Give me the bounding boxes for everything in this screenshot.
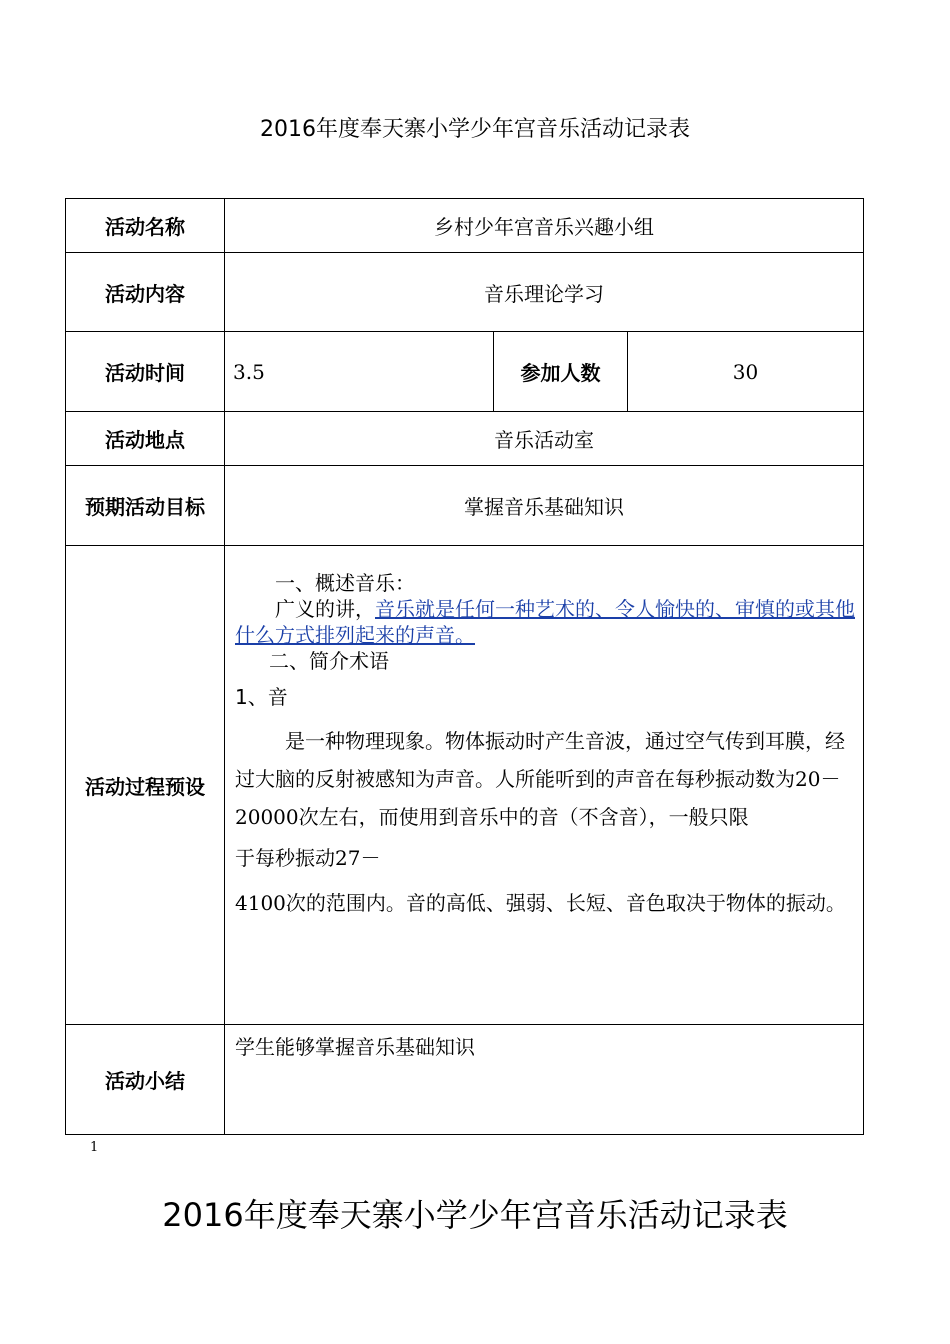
participants-label: 参加人数: [494, 332, 628, 412]
record-table: [65, 198, 864, 1135]
process-content: [225, 546, 864, 1025]
activity-content-label: 活动内容: [66, 253, 225, 332]
definition-link[interactable]: 音乐就是任何一种艺术的、令人愉快的、审慎的或其他什么方式排列起来的声音。: [235, 597, 855, 647]
participants-value: 30: [628, 332, 864, 412]
expected-goal-label: 预期活动目标: [66, 466, 225, 546]
activity-time-label: 活动时间: [66, 332, 225, 412]
process-line-tone: 1、音: [235, 685, 288, 709]
definition-prefix: 广义的讲，: [275, 597, 375, 621]
page-title: 2016年度奉天寨小学少年宫音乐活动记录表: [260, 117, 690, 142]
activity-name-value: 乡村少年宫音乐兴趣小组: [225, 199, 864, 253]
summary-value: 学生能够掌握音乐基础知识: [225, 1025, 864, 1135]
row-activity-name: [66, 199, 864, 253]
row-activity-time: [66, 332, 864, 412]
row-expected-goal: [66, 466, 864, 546]
row-activity-content: [66, 253, 864, 332]
activity-time-value: 3.5: [225, 332, 494, 412]
row-activity-place: [66, 412, 864, 466]
summary-label: 活动小结: [66, 1025, 225, 1135]
row-process: [66, 546, 864, 1025]
expected-goal-value: 掌握音乐基础知识: [225, 466, 864, 546]
process-line-definition: [235, 596, 855, 648]
activity-place-value: 音乐活动室: [225, 412, 864, 466]
activity-content-value: 音乐理论学习: [225, 253, 864, 332]
next-page-title: 2016年度奉天寨小学少年宫音乐活动记录表: [162, 1196, 788, 1234]
process-paragraph-3: 4100次的范围内。音的高低、强弱、长短、音色取决于物体的振动。: [235, 891, 846, 915]
activity-name-label: 活动名称: [66, 199, 225, 253]
page-number: 1: [90, 1140, 99, 1155]
process-line-terms: 二、简介术语: [269, 649, 389, 673]
row-summary: [66, 1025, 864, 1135]
process-paragraph-2: 于每秒振动27－: [235, 846, 381, 870]
process-line-overview: 一、概述音乐：: [275, 571, 415, 595]
process-label: 活动过程预设: [66, 546, 225, 1025]
activity-place-label: 活动地点: [66, 412, 225, 466]
process-paragraph-1: 是一种物理现象。物体振动时产生音波，通过空气传到耳膜，经过大脑的反射被感知为声音。人所能听到的声音在每秒振动数为20－20000次左右，而使用到音乐中的音（不含音），一般只限: [235, 729, 845, 829]
